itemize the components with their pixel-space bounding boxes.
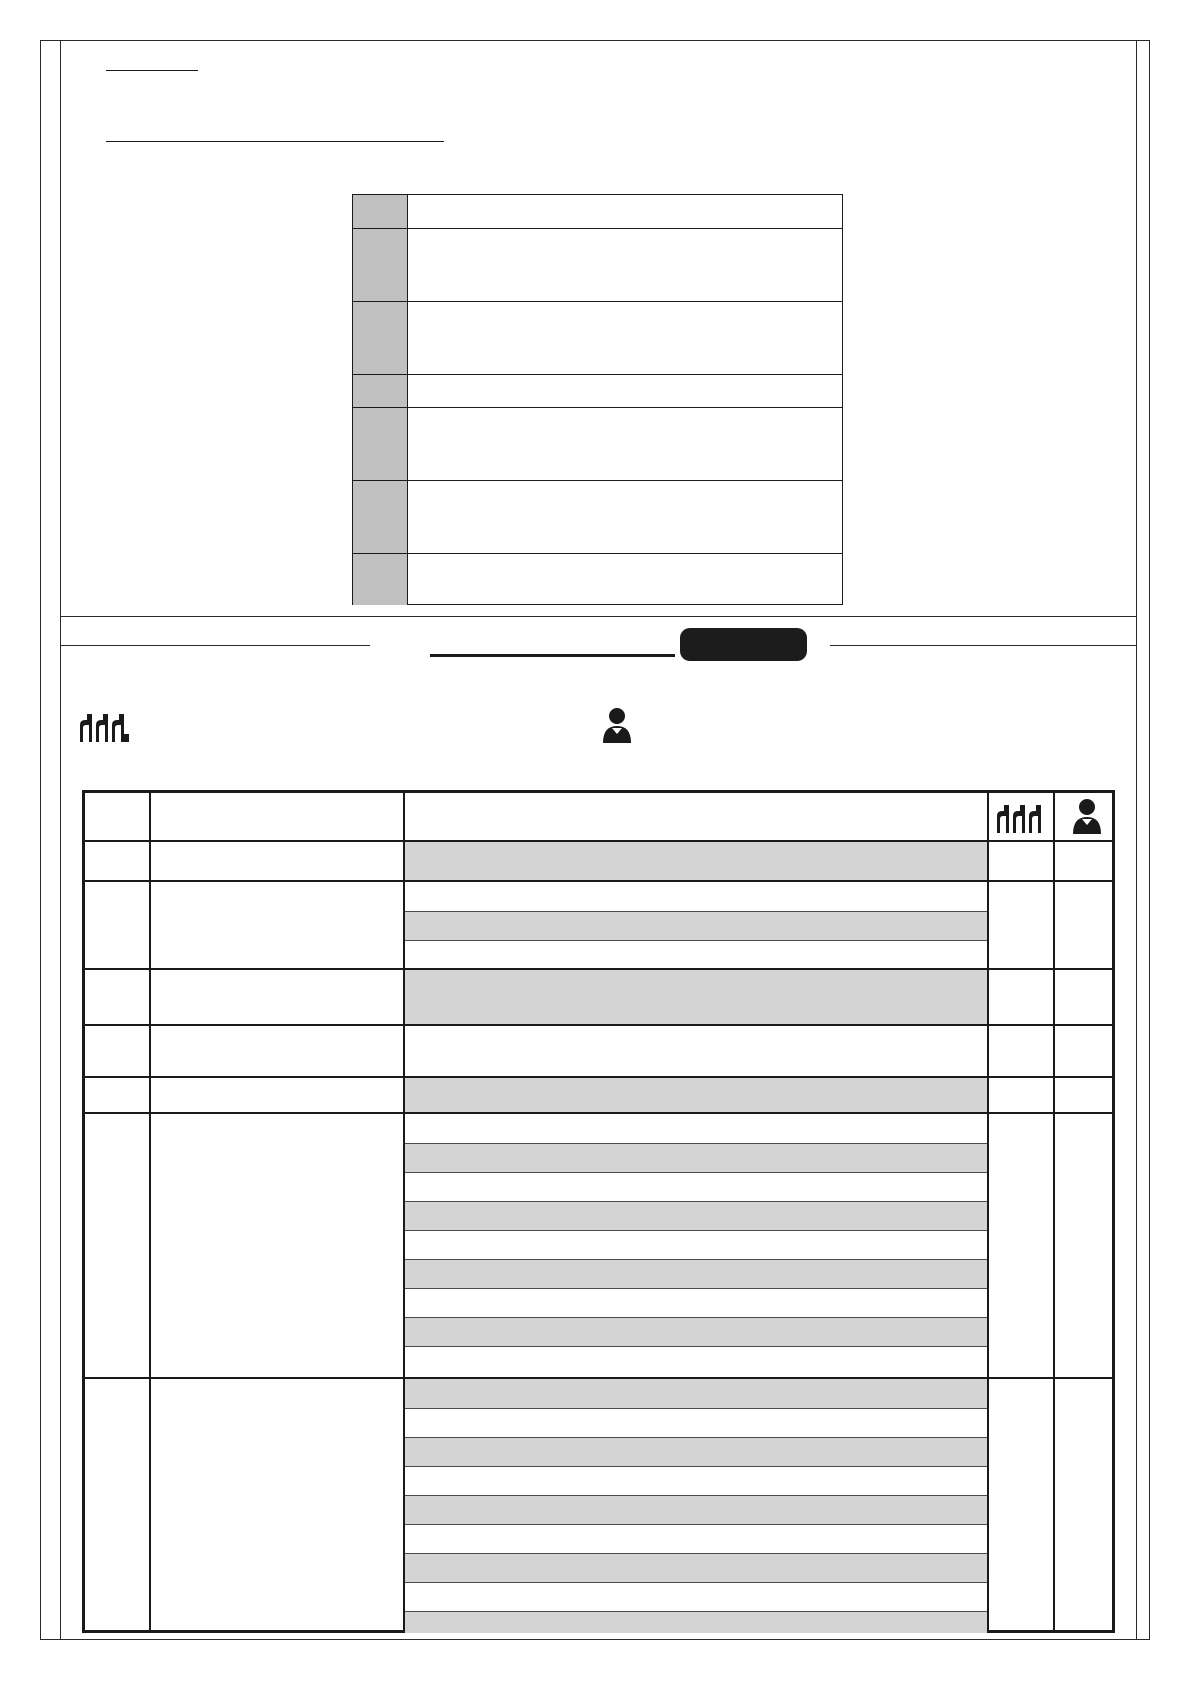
description-line [405, 1495, 987, 1525]
description-line [405, 1114, 987, 1143]
row-item [151, 1078, 403, 1114]
row-item [151, 842, 403, 882]
user-icon [602, 707, 632, 743]
code-table-row [353, 228, 842, 302]
main-table [82, 790, 1115, 1633]
table-row [85, 1112, 1112, 1379]
row-description [405, 1078, 987, 1114]
row-item [151, 1114, 403, 1379]
row-item [151, 1026, 403, 1078]
table-row [85, 880, 1112, 970]
code-table [352, 194, 843, 605]
section-title-rule [430, 654, 675, 657]
code-cell [353, 481, 408, 554]
header-factory-icon [995, 799, 1049, 833]
row-number [85, 970, 149, 1026]
description-line [405, 1524, 987, 1554]
table-row [85, 1024, 1112, 1078]
description-line [405, 1437, 987, 1467]
row-description [405, 1379, 987, 1632]
description-line [405, 1466, 987, 1496]
row-item [151, 1379, 403, 1632]
header-number [85, 793, 149, 840]
code-table-row [353, 407, 842, 481]
description-line [405, 1230, 987, 1260]
description-line [405, 1553, 987, 1583]
row-description [405, 842, 987, 882]
code-cell [353, 229, 408, 302]
row-description [405, 1114, 987, 1379]
description-line [405, 1379, 987, 1408]
table-row [85, 840, 1112, 882]
table-row [85, 1377, 1112, 1632]
heading-1-underline [106, 70, 198, 71]
row-item [151, 882, 403, 970]
row-description [405, 882, 987, 970]
header-description [405, 793, 987, 840]
description-line [405, 1259, 987, 1289]
code-cell [353, 375, 408, 408]
code-table-row [353, 553, 842, 605]
description-line [405, 1172, 987, 1202]
description-line [405, 882, 987, 911]
table-header-row [85, 793, 1112, 840]
code-cell [353, 554, 408, 605]
row-description [405, 1026, 987, 1078]
section-badge [680, 628, 807, 661]
code-cell [353, 302, 408, 375]
description-line [405, 1317, 987, 1347]
code-table-row [353, 301, 842, 375]
row-number [85, 1114, 149, 1379]
row-item [151, 970, 403, 1026]
row-number [85, 1078, 149, 1114]
description-line [405, 1288, 987, 1318]
description-line [405, 1346, 987, 1378]
code-cell [353, 195, 408, 228]
heading-2-underline [106, 141, 444, 142]
factory-icon [78, 708, 132, 742]
description-line [405, 1611, 987, 1633]
description-line [405, 1408, 987, 1438]
row-number [85, 1379, 149, 1632]
header-item [151, 793, 403, 840]
code-table-row [353, 374, 842, 408]
row-description [405, 970, 987, 1026]
row-number [85, 842, 149, 882]
code-table-row [353, 195, 842, 228]
code-table-row [353, 480, 842, 554]
table-row [85, 968, 1112, 1026]
description-line [405, 1201, 987, 1231]
description-line [405, 1143, 987, 1173]
code-cell [353, 408, 408, 481]
description-line [405, 940, 987, 969]
row-number [85, 882, 149, 970]
table-row [85, 1076, 1112, 1114]
description-line [405, 1582, 987, 1612]
row-number [85, 1026, 149, 1078]
description-line [405, 911, 987, 941]
header-user-icon [1072, 798, 1102, 834]
